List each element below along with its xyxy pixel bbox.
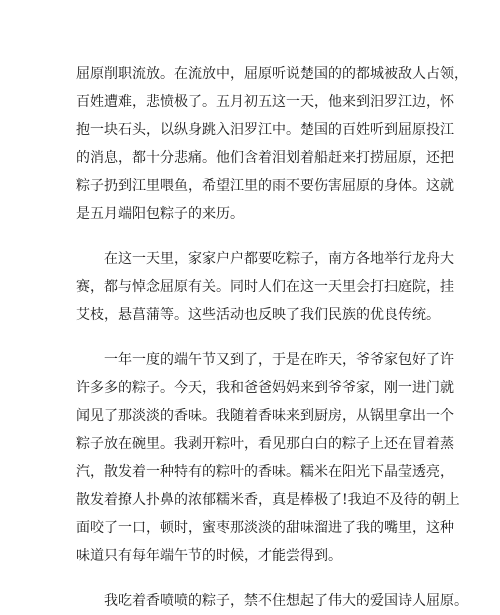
text-line: 是五月端阳包粽子的来历。 (76, 206, 244, 222)
text-line: 许多多的粽子。今天，我和爸爸妈妈来到爷爷家，刚一进门就 (76, 380, 454, 396)
paragraph-spacer (76, 570, 432, 587)
paragraph-spacer (76, 329, 432, 346)
text-line: 散发着撩人扑鼻的浓郁糯米香，真是棒极了!我迫不及待的朝上 (76, 492, 460, 508)
paragraph-1 (76, 60, 468, 228)
text-line: 赛，都与悼念屈原有关。同时人们在这一天里会打扫庭院，挂 (76, 279, 454, 295)
text-line: 闻见了那淡淡的香味。我随着香味来到厨房，从锅里拿出一个 (76, 408, 454, 424)
text-line: 一年一度的端午节又到了，于是在昨天，爷爷家包好了许 (76, 352, 454, 368)
text-line: 粽子放在碗里。我剥开粽叶，看见那白白的粽子上还在冒着蒸 (76, 436, 454, 452)
text-line: 屈原削职流放。在流放中，屈原听说楚国的的都城被敌人占领， (76, 66, 468, 82)
paragraph-4 (76, 587, 468, 615)
text-line: 抱一块石头，以纵身跳入汨罗江中。楚国的百姓听到屈原投江 (76, 122, 454, 138)
text-line: 百姓遭难，悲愤极了。五月初五这一天，他来到汨罗江边，怀 (76, 94, 454, 110)
text-line: 面咬了一口，顿时，蜜枣那淡淡的甜味溜进了我的嘴里，这种 (76, 520, 454, 536)
text-line: 味道只有每年端午节的时候，才能尝得到。 (76, 548, 342, 564)
text-line: 艾枝，悬菖蒲等。这些活动也反映了我们民族的优良传统。 (76, 307, 440, 323)
paragraph-spacer (76, 228, 432, 245)
text-line: 我吃着香喷喷的粽子，禁不住想起了伟大的爱国诗人屈原。 (76, 593, 468, 609)
paragraph-2 (76, 245, 454, 329)
document-body (76, 60, 468, 615)
paragraph-3 (76, 346, 460, 570)
text-line: 在这一天里，家家户户都要吃粽子，南方各地举行龙舟大 (76, 251, 454, 267)
text-line: 粽子扔到江里喂鱼，希望江里的雨不要伤害屈原的身体。这就 (76, 178, 454, 194)
text-line: 的消息，都十分悲痛。他们含着泪划着船赶来打捞屈原，还把 (76, 150, 454, 166)
text-line: 汽，散发着一种特有的粽叶的香味。糯米在阳光下晶莹透亮， (76, 464, 454, 480)
